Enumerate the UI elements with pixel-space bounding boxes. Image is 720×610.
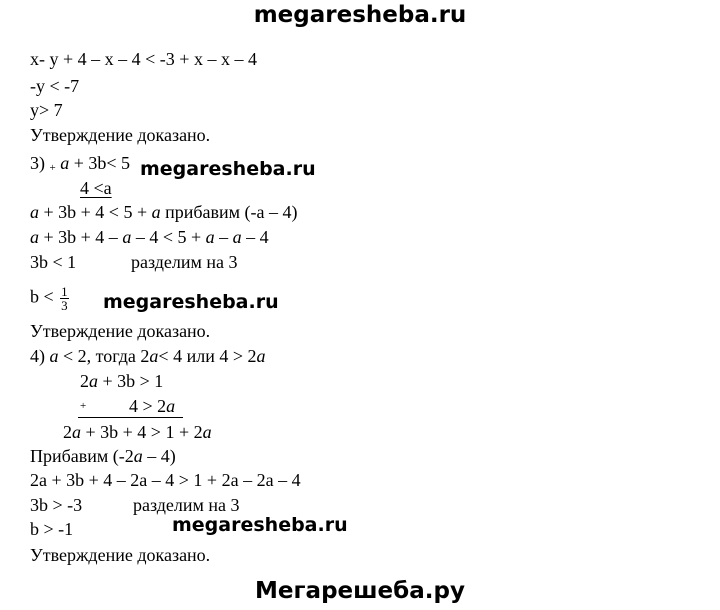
line-4-lt-a [80,177,112,199]
expr-underlined: 4 <a [80,178,112,198]
line-part-3 [30,152,130,179]
line-proved-1: Утверждение доказано. [30,125,211,145]
line-divide-note-2: разделим на 3 [133,495,240,515]
var-a: a [151,202,161,222]
line-b-gt-neg1: b > -1 [30,519,74,539]
sum-underline [78,417,183,418]
line-proved-2: Утверждение доказано. [30,321,211,341]
plus-sign-small [80,390,86,417]
expr-text: + 3b + 4 – [39,227,123,247]
expr-text: 2 [63,422,72,442]
watermark-mid-2[interactable]: megaresheba.ru [103,291,279,313]
line-3b-gt-neg3: 3b > -3 [30,495,83,515]
line-sum-result [63,421,212,443]
fraction-denominator: 3 [61,298,68,313]
var-a: a [232,227,242,247]
expr-text: + 3b + 4 < 5 + [39,202,152,222]
var-a: a [166,396,176,416]
line-divide-note-1: разделим на 3 [131,252,238,272]
line-neg-y: -y < -7 [30,76,80,96]
var-a: a [30,227,39,247]
watermark-mid-1[interactable]: megaresheba.ru [140,158,316,180]
line-add-step [30,201,298,223]
line-part-4 [30,345,265,367]
var-a: a [133,446,143,466]
expr-text: – 4 [241,227,269,247]
expr-text: прибавим (-a – 4) [160,202,298,222]
watermark-mid-3[interactable]: megaresheba.ru [172,514,348,536]
part-3-number: 3) [30,153,50,173]
expr-text: 2 [80,371,89,391]
line-2a-3b-gt-1 [80,370,163,392]
var-a: a [149,346,159,366]
expr-text: + 3b< 5 [69,153,131,173]
var-a: a [30,202,39,222]
var-a: a [89,371,98,391]
plus-sign: + [80,400,87,412]
expr-text: 4 > 2 [129,396,167,416]
line-add-neg-2a [30,445,176,467]
expr-text: Прибавим (-2 [30,446,134,466]
fraction-numerator: 1 [61,284,68,299]
var-a: a [202,422,212,442]
var-a: a [49,346,59,366]
line-b-lt-third [30,285,69,312]
var-a: a [205,227,215,247]
var-a: a [256,346,266,366]
plus-sign: + [49,162,56,174]
line-inequality-expanded: x- y + 4 – x – 4 < -3 + x – x – 4 [30,49,257,69]
part-4-number: 4) [30,346,50,366]
expr-text: – [214,227,233,247]
var-a: a [122,227,132,247]
expr-text: + 3b + 4 > 1 + 2 [81,422,203,442]
line-y-gt-7: y> 7 [30,100,63,120]
watermark-bottom[interactable]: Мегарешеба.ру [255,578,465,604]
expr-text: – 4) [142,446,176,466]
line-add-neg-2a-expanded: 2a + 3b + 4 – 2a – 4 > 1 + 2a – 2a – 4 [30,470,301,490]
line-4-gt-2a [129,395,175,417]
var-a: a [60,153,70,173]
watermark-top[interactable]: megaresheba.ru [253,2,467,28]
expr-text: < 4 или 4 > 2 [158,346,257,366]
expr-text: – 4 < 5 + [131,227,206,247]
expr-text: + 3b > 1 [98,371,164,391]
fraction [60,285,69,312]
line-proved-3: Утверждение доказано. [30,545,211,565]
expr-text: < 2, тогда 2 [58,346,150,366]
line-add-expanded [30,226,269,248]
expr-text: b < [30,286,54,307]
line-3b-lt-1: 3b < 1 [30,252,77,272]
var-a: a [72,422,81,442]
